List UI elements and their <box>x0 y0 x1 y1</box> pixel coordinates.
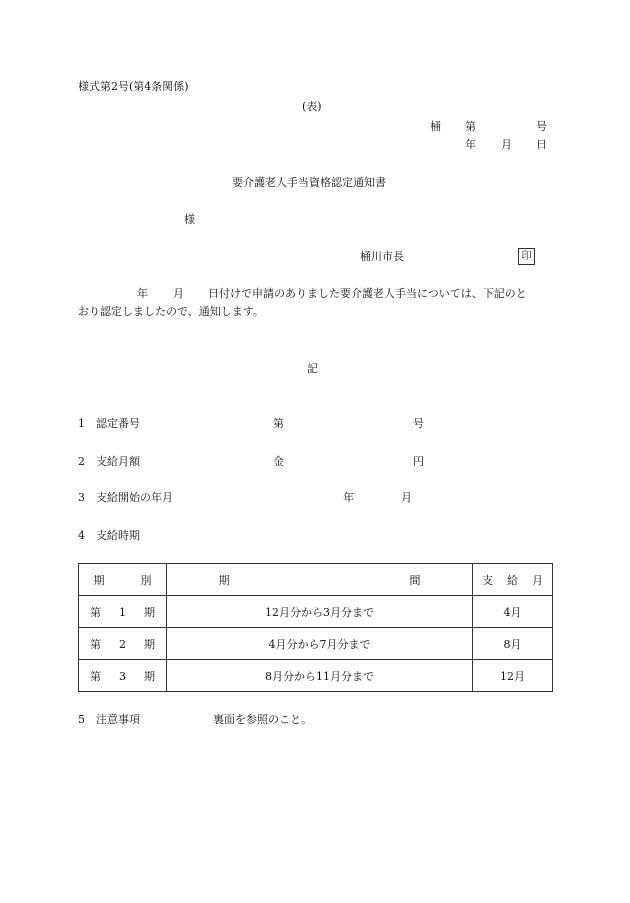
row3-period: 8月分から11月分まで <box>167 660 473 692</box>
item5-number: 5 <box>78 713 85 726</box>
date-year: 年 <box>465 138 476 151</box>
item3-number: 3 <box>78 491 85 504</box>
table-row <box>79 660 553 692</box>
item3-month: 月 <box>401 491 412 504</box>
item3-year: 年 <box>343 491 354 504</box>
body-line1: 日付けで申請のありました要介護老人手当については、下記のと <box>208 287 527 300</box>
row3-term: 第 3 期 <box>79 660 167 692</box>
row1-term: 第 1 期 <box>79 596 167 628</box>
document-title: 要介護老人手当資格認定通知書 <box>232 176 386 189</box>
form-number: 様式第2号(第4条関係) <box>78 80 189 93</box>
row1-period: 12月分から3月分まで <box>167 596 473 628</box>
row3-month: 12月 <box>473 660 553 692</box>
seal-mark: 印 <box>518 248 535 265</box>
item1-label: 認定番号 <box>96 417 140 430</box>
row2-period: 4月分から7月分まで <box>167 628 473 660</box>
body-line2: おり認定しましたので、通知します。 <box>78 305 264 318</box>
header-period-type: 期 別 <box>79 564 167 596</box>
addressee-suffix: 様 <box>184 213 195 226</box>
item1-number: 1 <box>78 417 85 430</box>
item2-kin: 金 <box>273 455 284 468</box>
item1-go: 号 <box>413 417 424 430</box>
item4-label: 支給時期 <box>96 529 140 542</box>
item2-en: 円 <box>413 455 424 468</box>
doc-number-dai: 第 <box>465 120 476 133</box>
item2-label: 支給月額 <box>96 455 140 468</box>
header-payment-month: 支 給 月 <box>473 564 553 596</box>
table-row <box>79 628 553 660</box>
ki-heading: 記 <box>307 362 318 375</box>
doc-number-go: 号 <box>536 120 547 133</box>
item3-label: 支給開始の年月 <box>96 491 173 504</box>
issuer-name: 桶川市長 <box>360 250 404 263</box>
front-label: (表) <box>302 100 322 113</box>
item5-label: 注意事項 <box>96 713 140 726</box>
body-year: 年 <box>137 287 148 300</box>
payment-schedule-table <box>78 563 553 692</box>
row2-month: 8月 <box>473 628 553 660</box>
doc-number-prefix: 桶 <box>430 120 441 133</box>
body-month: 月 <box>173 287 184 300</box>
item1-dai: 第 <box>273 417 284 430</box>
date-day: 日 <box>536 138 547 151</box>
header-period: 期 間 <box>167 564 473 596</box>
item2-number: 2 <box>78 455 85 468</box>
table-row <box>79 596 553 628</box>
date-month: 月 <box>501 138 512 151</box>
row2-term: 第 2 期 <box>79 628 167 660</box>
item5-text: 裏面を参照のこと。 <box>213 713 312 726</box>
table-header-row <box>79 564 553 596</box>
row1-month: 4月 <box>473 596 553 628</box>
item4-number: 4 <box>78 529 85 542</box>
